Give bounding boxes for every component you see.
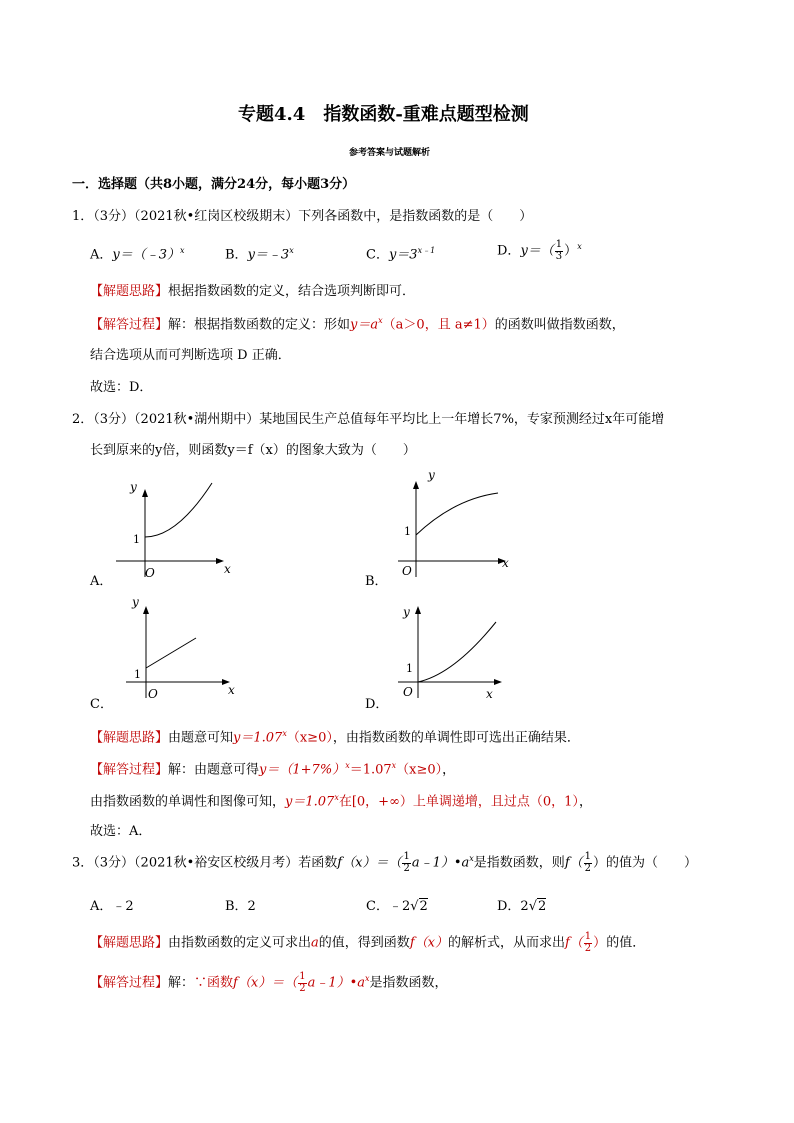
q2-option-d: D． [365,697,389,712]
graph-c-one: 1 [134,668,141,681]
q3-process-a: ∵函数 [194,975,234,991]
graph-d-curve [418,622,496,682]
q2-graph-d [394,594,524,702]
q1-option-b-prefix: B． [225,247,248,263]
q1-option-b-sup: x [289,246,294,255]
q2-answer: 故选：A． [90,824,152,839]
q2-process [90,761,455,778]
q1-option-c-expr: y＝3 [388,247,418,263]
q3-process-num: 1 [299,971,306,982]
q3-hint-d: f（x） [409,935,448,951]
q2-hint-d: （x≥0） [286,730,333,746]
section-heading: 一．选择题（共8小题，满分24分，每小题3分） [72,177,356,192]
q2-hint [90,729,580,746]
graph-c-y-label: y [132,595,139,609]
graph-b-y-arrow [413,481,419,489]
q1-answer: 故选：D． [90,380,153,395]
q3-stem-num2: 1 [584,851,591,862]
q2-option-b: B． [365,574,388,589]
graph-c-line [146,638,196,668]
q3-process-den: 2 [299,982,306,994]
q3-hint-h: 的值． [606,935,646,951]
q2-option-a: A． [90,574,113,589]
q1-process-a: 根据指数函数的定义：形如 [194,317,351,333]
q2-hint-a: 由题意可知 [168,730,234,746]
graph-a-x-arrow [216,558,224,564]
graph-d-y-label: y [403,605,410,619]
q3-hint-den: 2 [584,942,592,954]
q2-process-a: 由题意可得 [194,762,260,778]
q1-option-b [225,246,294,263]
graph-c-origin: O [148,687,158,701]
q2-line3-b: y＝1.07 [285,794,335,810]
q3-hint-f: f（ [564,935,583,951]
page-subtitle: 参考答案与试题解析 [349,148,431,158]
q2-hint-e: ，由指数函数的单调性即可选出正确结果． [332,730,580,746]
graph-c-x-label: x [228,683,235,697]
jie-label: 解： [168,317,195,333]
q3-hint-fraction [584,932,592,954]
q1-option-b-expr: y＝﹣3 [247,247,290,263]
q3-stem-c: a﹣1）•a [411,855,470,871]
q3-option-d-radicand: 2 [538,899,547,914]
q2-graph-b [394,463,524,581]
q1-line2: 结合选项从而可判断选项 D 正确． [90,348,291,363]
q3-stem-num: 1 [403,851,410,862]
q2-process-b: y＝（1+7%） [259,762,346,778]
q2-hint-c: x [282,729,287,738]
graph-d-x-arrow [494,679,502,685]
q3-process-b: f（x）＝（ [233,975,298,991]
q1-option-c-sup: x﹣1 [417,246,436,255]
graph-b-one: 1 [404,525,411,538]
q3-stem-fraction [402,852,410,874]
q3-option-d: D．2√2 [497,899,547,914]
graph-d-y-arrow [415,606,421,614]
hint-label: 【解题思路】 [90,284,169,299]
graph-a-curve [145,483,212,537]
q2-process-g: ， [442,762,456,778]
q3-hint-c: 的值，得到函数 [318,935,410,951]
graph-a-origin: O [145,566,155,580]
q3-stem-sup: x [469,854,474,864]
process-label: 【解答过程】 [90,975,169,991]
q3-process-c: a﹣1）•a [307,975,366,991]
q3-stem-d: 是指数函数，则 [473,855,565,871]
graph-a-x-label: x [224,562,231,576]
q1-process-d: （a＞0，且 a≠1） [382,317,495,333]
q2-graph-c [122,594,252,702]
q1-option-d-prefix: D． [497,243,521,259]
q3-process [90,972,448,994]
q1-hint-text: 根据指数函数的定义，结合选项判断即可． [168,284,416,299]
q2-stem-line2: 长到原来的y倍，则函数y＝f（x）的图象大致为（ ） [90,443,416,458]
q1-option-d [497,240,582,262]
q3-process-sup: x [365,974,370,984]
q3-stem-den2: 2 [584,862,591,874]
q1-process [90,316,625,333]
graph-d-origin: O [403,685,413,699]
graph-a-one: 1 [133,533,140,546]
q1-option-d-sup: x [577,242,582,252]
q2-process-d: ＝1.07 [349,762,392,778]
q2-line3-a: 由指数函数的单调性和图像可知， [90,794,286,810]
q2-option-c: C． [90,697,113,712]
q2-line3-e: ， [578,794,592,810]
q3-stem-f: ）的值为（ ） [593,855,698,871]
q2-line3-c: x [334,793,339,802]
hint-label: 【解题思路】 [90,730,169,746]
q2-graph-a [112,473,242,581]
graph-b-curve [416,493,498,535]
q2-stem-line1: 2．（3分）（2021秋•湖州期中）某地国民生产总值每年平均比上一年增长7%，专家预测经过x年可能增 [72,412,665,427]
jie-label: 解： [168,762,195,778]
q3-option-d-prefix: D．2 [497,899,529,914]
q2-process-e: x [391,761,397,770]
process-label: 【解答过程】 [90,317,169,333]
page-title: 专题4.4 指数函数-重难点题型检测 [238,104,529,125]
q3-option-c: C．﹣2√2 [366,899,428,914]
q1-option-d-expr: y＝（ [520,243,554,259]
q2-hint-b: y＝1.07 [233,730,283,746]
q3-process-fraction [298,972,306,994]
q1-stem: 1．（3分）（2021秋•红岗区校级期末）下列各函数中，是指数函数的是（ ） [72,209,533,224]
q1-option-d-close: ） [564,243,578,259]
q1-option-c [366,246,435,263]
q1-option-d-num: 1 [555,239,563,250]
process-label: 【解答过程】 [90,762,169,778]
q2-process-c: x [345,761,350,770]
q3-hint-a: 由指数函数的定义可求出 [168,935,312,951]
q3-stem [72,852,697,874]
graph-a-y-arrow [142,489,148,497]
jie-label: 解： [168,975,195,991]
graph-d-one: 1 [406,662,413,675]
q3-stem-den: 2 [403,862,410,874]
q1-option-a-sup: x [180,246,185,255]
q3-option-c-radicand: 2 [419,899,428,914]
q1-option-c-prefix: C． [366,247,389,263]
graph-b-origin: O [402,564,412,578]
graph-a-y-label: y [130,480,137,494]
q3-stem-fraction2 [584,852,592,874]
q3-option-b: B．2 [225,899,256,914]
q3-option-c-prefix: C．﹣2 [366,899,411,914]
q2-process-f: （x≥0） [396,762,443,778]
graph-d-x-label: x [486,687,493,701]
q1-option-d-fraction [555,240,563,262]
graph-b-y-label: y [428,468,435,482]
graph-c-y-arrow [143,606,149,614]
graph-b-x-label: x [502,556,509,570]
q3-hint-num: 1 [584,931,592,942]
q3-stem-a: 3．（3分）（2021秋•裕安区校级月考）若函数 [72,855,338,871]
q3-hint-b: a [311,935,319,951]
q3-stem-e: f（ [564,855,583,871]
q1-process-e: 的函数叫做指数函数， [494,317,625,333]
hint-label: 【解题思路】 [90,935,169,951]
q3-stem-b: f（x）＝（ [337,855,402,871]
q1-option-a-expr: y＝（﹣3） [112,247,181,263]
q1-option-d-den: 3 [555,250,563,262]
q1-process-b: y＝a [350,317,379,333]
q1-option-a [90,246,185,263]
q3-option-a: A．﹣2 [90,899,134,914]
q3-hint-g: ） [593,935,607,951]
q3-hint [90,932,645,954]
q1-option-a-prefix: A． [90,247,113,263]
q3-hint-e: 的解析式，从而求出 [447,935,565,951]
q2-line3-d: 在[0，+∞）上单调递增，且过点（0，1） [338,794,579,810]
q1-process-c: x [378,316,383,325]
q1-hint [90,284,415,300]
q2-line3 [90,793,592,810]
q3-process-d: 是指数函数， [369,975,448,991]
